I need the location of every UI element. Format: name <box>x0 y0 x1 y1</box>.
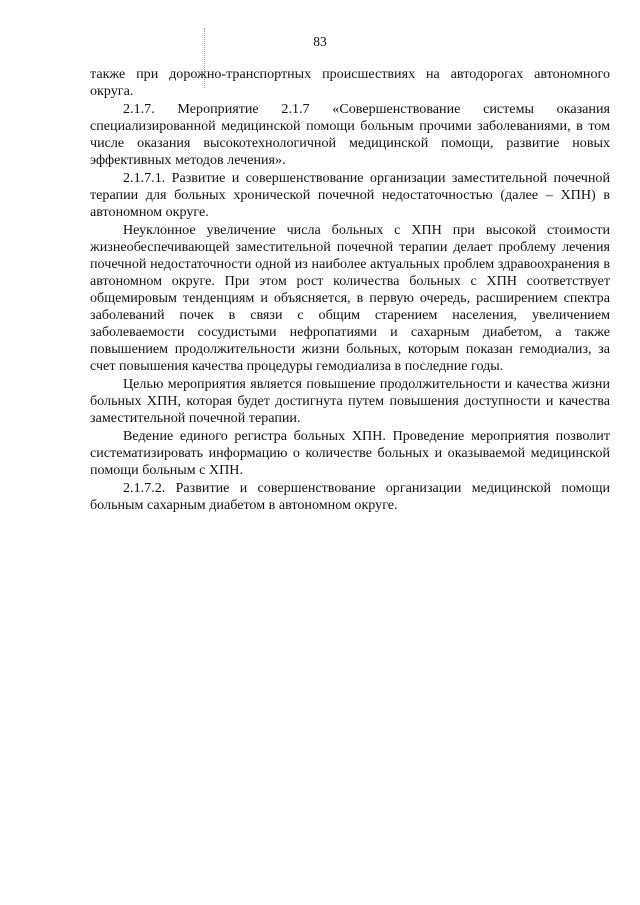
paragraph-continuation: также при дорожно-транспортных происшествиях на автодорогах автономного округа. <box>90 66 610 99</box>
paragraph-ckd-growth: Неуклонное увеличение числа больных с ХПН при высокой стоимости жизнеобеспечивающей заместительной почечной терапии делает проблему лечения почечной недостаточности одной из наиболее актуальных проблем здравоохранения в автономном округе. При этом рост количества больных с ХПН соответствует общемировым тенденциям и объясняется, в первую очередь, расширением спектра заболеваний почек в связи с общим старением населения, увеличением заболеваемости сосудистыми нефропатиями и сахарным диабетом, а также повышением продолжительности жизни больных, которым показан гемодиализ, за счет повышения качества процедуры гемодиализа в последние годы. <box>90 222 610 374</box>
paragraph-registry: Ведение единого регистра больных ХПН. Проведение мероприятия позволит систематизировать информацию о количестве больных и оказываемой медицинской помощи больным с ХПН. <box>90 428 610 478</box>
document-body <box>90 66 610 515</box>
page-number: 83 <box>313 34 327 49</box>
paragraph-subsection-2-1-7-2: 2.1.7.2. Развитие и совершенствование организации медицинской помощи больным сахарным диабетом в автономном округе. <box>90 480 610 513</box>
paragraph-measure-2-1-7: 2.1.7. Мероприятие 2.1.7 «Совершенствование системы оказания специализированной медицинской помощи больным прочими заболеваниями, в том числе оказания высокотехнологичной медицинской помощи, развитие новых эффективных методов лечения». <box>90 101 610 168</box>
paragraph-subsection-2-1-7-1: 2.1.7.1. Развитие и совершенствование организации заместительной почечной терапии для больных хронической почечной недостаточностью (далее – ХПН) в автономном округе. <box>90 170 610 220</box>
paragraph-goal: Целью мероприятия является повышение продолжительности и качества жизни больных ХПН, которая будет достигнута путем повышения доступности и качества заместительной почечной терапии. <box>90 376 610 426</box>
